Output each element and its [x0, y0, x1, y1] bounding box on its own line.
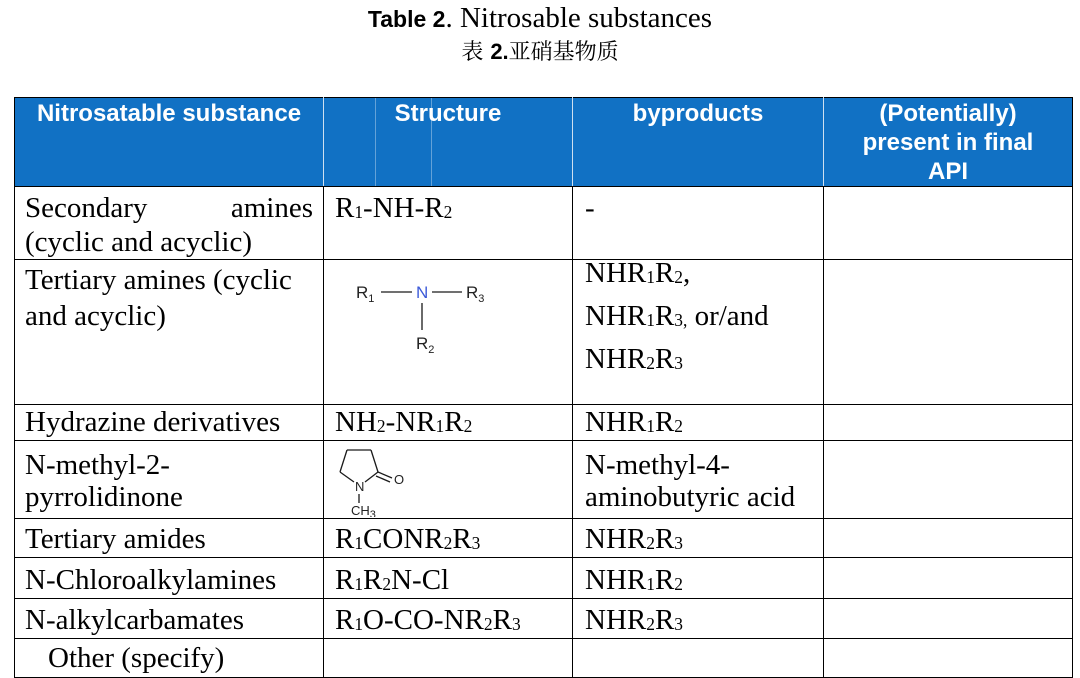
table-row [15, 187, 1073, 260]
formula-text: R [654, 257, 675, 289]
formula-text: NHR [585, 564, 647, 596]
formula-text: , [682, 257, 691, 289]
substance-cell [15, 405, 324, 441]
label-subscript: 2 [428, 344, 435, 356]
table-caption-label: Table 2 [367, 6, 446, 32]
formula-text: R [492, 604, 512, 636]
table-caption-text: . Nitrosable substances [445, 2, 713, 34]
header-label-line: Structure [394, 100, 502, 127]
formula-text: - [585, 192, 595, 224]
subscript: 1 [646, 267, 655, 287]
table-caption-chinese [0, 36, 1080, 68]
header-structure [324, 98, 573, 187]
formula-text: R [654, 564, 675, 596]
structure-formula [335, 565, 572, 598]
label-text: R [466, 283, 479, 302]
label-subscript: 3 [478, 293, 485, 305]
formula-text: R [444, 406, 464, 438]
header-label-line: present in final [862, 129, 1034, 156]
ring-bond-line [340, 472, 354, 482]
present-in-final-api-cell [824, 519, 1073, 558]
structure-cell [324, 187, 573, 260]
byproducts-cell [573, 187, 824, 260]
byproduct-line [585, 191, 823, 225]
formula-text: R [654, 343, 675, 375]
header-byproducts [573, 98, 824, 187]
byproduct-line [585, 253, 823, 296]
subscript: 2 [646, 614, 655, 634]
byproducts-lines [585, 253, 823, 382]
structure-cell [324, 405, 573, 441]
subscript: 2 [443, 202, 453, 222]
formula-text: NH [335, 406, 377, 438]
formula-text: NHR [585, 406, 647, 438]
byproducts-lines [585, 605, 823, 638]
methyl-label [351, 503, 376, 517]
ring-bond-line [365, 472, 378, 482]
header-divider-artifact [375, 98, 376, 186]
byproducts-cell [573, 639, 824, 678]
subscript: 1 [646, 574, 655, 594]
label-text: N [416, 283, 429, 302]
header-nitrosatable-substance [15, 98, 324, 187]
label-subscript: 1 [368, 293, 375, 305]
subscript: 2 [674, 267, 683, 287]
table-row [15, 260, 1073, 405]
substance-line: N-Chloroalkylamines [25, 564, 277, 596]
formula-text: R [335, 523, 355, 555]
formula-text: R [335, 564, 355, 596]
r1-label [356, 283, 374, 305]
formula-text: R [363, 564, 383, 596]
tertiary-amine-structure-diagram [324, 260, 573, 401]
byproducts-cell [573, 405, 824, 441]
structure-cell [324, 558, 573, 599]
r2-label [416, 334, 434, 356]
substance-cell [15, 519, 324, 558]
structure-cell [324, 260, 573, 405]
oxygen-label [394, 472, 404, 487]
substance-line: Hydrazine derivatives [25, 406, 281, 438]
subscript: 2 [382, 574, 392, 594]
structure-formula [335, 407, 572, 440]
header-label-line: Nitrosatable substance [36, 100, 302, 127]
byproduct-line [585, 524, 823, 557]
byproducts-lines [585, 449, 823, 513]
subscript: 3 [674, 353, 683, 373]
byproduct-line [585, 481, 823, 513]
substance-line: Other (specify) [48, 642, 225, 674]
substance-line: Secondary amines [25, 192, 313, 224]
formula-text: R [654, 300, 675, 332]
subscript: 1 [646, 416, 655, 436]
table-row [15, 558, 1073, 599]
substance-cell [15, 558, 324, 599]
header-present-in-final-api [824, 98, 1073, 187]
subscript: 2 [674, 574, 683, 594]
formula-text: R [335, 604, 355, 636]
substance-line: N-alkylcarbamates [25, 604, 245, 636]
present-in-final-api-cell [824, 639, 1073, 678]
substance-cell [15, 260, 324, 405]
substance-line: pyrrolidinone [25, 481, 183, 513]
n-methyl-pyrrolidinone-structure-diagram [324, 441, 573, 517]
caption-chinese-number: 2. [490, 39, 509, 64]
byproducts-lines [585, 524, 823, 557]
subscript: 2 [483, 614, 493, 634]
structure-cell [324, 639, 573, 678]
formula-text: NHR [585, 300, 647, 332]
byproduct-line [585, 449, 823, 481]
formula-text: NHR [585, 257, 647, 289]
byproduct-line [585, 565, 823, 598]
subscript: 1 [435, 416, 445, 436]
present-in-final-api-cell [824, 187, 1073, 260]
formula-text: R [654, 406, 675, 438]
formula-text: R [452, 523, 472, 555]
label-subscript: 3 [369, 509, 376, 517]
formula-text: NHR [585, 523, 647, 555]
byproduct-line [585, 605, 823, 638]
byproduct-line [585, 407, 823, 440]
subscript: 2 [646, 533, 655, 553]
label-text: N [355, 479, 365, 494]
formula-text: N-Cl [391, 564, 450, 596]
byproducts-cell [573, 558, 824, 599]
formula-text: O-CO-NR [363, 604, 484, 636]
subscript: 1 [646, 310, 655, 330]
formula-text: -NR [385, 406, 436, 438]
substance-cell [15, 441, 324, 519]
substance-line: and acyclic) [25, 300, 166, 332]
label-text: R [416, 334, 429, 353]
structure-formula [335, 524, 572, 557]
header-row [15, 98, 1073, 187]
header-label-line: API [927, 158, 968, 185]
table-row [15, 405, 1073, 441]
substance-cell [15, 187, 324, 260]
nitrosable-substances-table [14, 97, 1073, 678]
formula-text: CONR [363, 523, 444, 555]
present-in-final-api-cell [824, 441, 1073, 519]
label-text: CH [351, 503, 370, 517]
formula-text: or/and [687, 300, 769, 332]
substance-line: N-methyl-2- [25, 449, 170, 481]
subscript: 3 [471, 533, 481, 553]
subscript: 3, [674, 310, 688, 330]
byproduct-line [585, 339, 823, 382]
caption-chinese-prefix: 表 [461, 40, 491, 65]
table-row [15, 599, 1073, 639]
nitrogen-label [416, 283, 428, 302]
byproducts-lines [585, 191, 823, 225]
structure-formula [335, 191, 572, 228]
present-in-final-api-cell [824, 405, 1073, 441]
substance-cell [15, 639, 324, 678]
subscript: 3 [674, 614, 683, 634]
r3-label [466, 283, 484, 305]
byproduct-line [585, 296, 823, 339]
formula-text: N-methyl-4- [585, 449, 730, 481]
table-header [15, 98, 1073, 187]
present-in-final-api-cell [824, 558, 1073, 599]
subscript: 2 [674, 416, 683, 436]
byproducts-cell [573, 599, 824, 639]
byproducts-cell [573, 519, 824, 558]
header-divider-artifact [431, 98, 432, 186]
label-text: R [356, 283, 369, 302]
subscript: 3 [511, 614, 521, 634]
formula-text: R [654, 604, 675, 636]
structure-cell [324, 599, 573, 639]
substance-cell [15, 599, 324, 639]
structure-cell [324, 519, 573, 558]
byproducts-lines [585, 407, 823, 440]
table-body [15, 187, 1073, 678]
byproducts-cell [573, 257, 824, 405]
present-in-final-api-cell [824, 599, 1073, 639]
subscript: 2 [463, 416, 473, 436]
table-caption [0, 0, 1080, 36]
present-in-final-api-cell [824, 260, 1073, 405]
subscript: 1 [354, 202, 364, 222]
subscript: 2 [443, 533, 453, 553]
nitrogen-label [355, 479, 364, 494]
caption-chinese-text: 亚硝基物质 [508, 40, 619, 65]
formula-text: -NH-R [363, 192, 444, 224]
subscript: 1 [354, 614, 364, 634]
byproducts-lines [585, 565, 823, 598]
label-text: O [394, 472, 405, 487]
substance-line: Tertiary amides [25, 523, 206, 555]
subscript: 1 [354, 533, 364, 553]
substance-line: Tertiary amines (cyclic [25, 264, 292, 296]
formula-text: NHR [585, 604, 647, 636]
formula-text: NHR [585, 343, 647, 375]
table-row [15, 639, 1073, 678]
formula-text: R [335, 192, 355, 224]
structure-cell [324, 441, 573, 519]
table-row [15, 519, 1073, 558]
ring-bond-line [371, 450, 378, 472]
formula-text: R [654, 523, 675, 555]
header-label-line: byproducts [632, 100, 764, 127]
subscript: 3 [674, 533, 683, 553]
formula-text: aminobutyric acid [585, 481, 796, 513]
subscript: 1 [354, 574, 364, 594]
header-label-line: (Potentially) [879, 100, 1017, 127]
subscript: 2 [376, 416, 386, 436]
structure-formula [335, 605, 572, 638]
substance-line: (cyclic and acyclic) [25, 226, 253, 258]
subscript: 2 [646, 353, 655, 373]
ring-bond-line [340, 450, 347, 472]
table-row [15, 441, 1073, 519]
byproducts-cell [573, 441, 824, 519]
